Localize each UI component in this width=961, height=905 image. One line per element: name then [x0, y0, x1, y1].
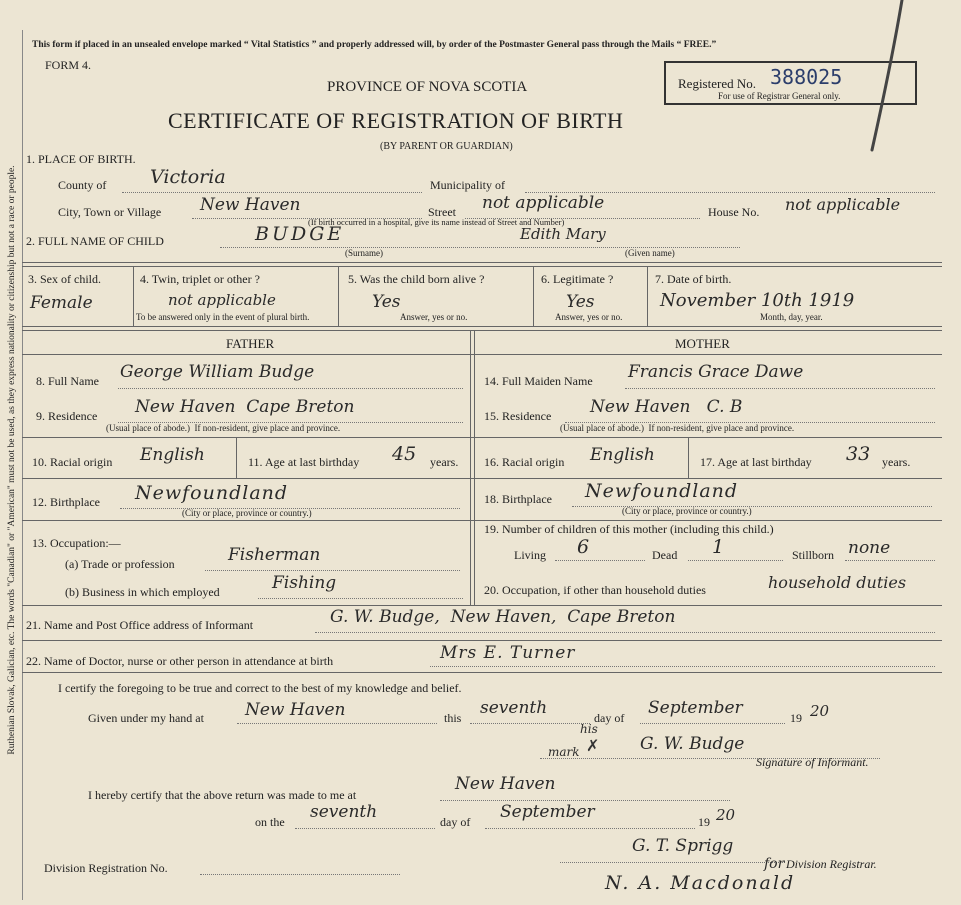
his-mark-his: his: [580, 722, 598, 736]
divider: [236, 437, 237, 478]
stillborn-value: none: [848, 538, 891, 558]
child-name-label: 2. FULL NAME OF CHILD: [26, 234, 164, 248]
this-label: this: [444, 711, 462, 725]
father-residence-label: 9. Residence: [36, 409, 98, 423]
on-the-label: on the: [255, 815, 285, 829]
certify-year-prefix: 19: [790, 711, 802, 725]
father-residence-note: (Usual place of abode.) If non-resident, give place and province.: [106, 423, 341, 433]
city-label: City, Town or Village: [58, 205, 162, 219]
child-surname: BUDGE: [255, 223, 345, 245]
mother-age-label: 17. Age at last birthday: [700, 455, 812, 469]
divider: [338, 266, 339, 326]
living-label: Living: [514, 548, 546, 562]
father-business-value: Fishing: [272, 573, 337, 593]
doctor-value: Mrs E. Turner: [440, 643, 576, 663]
division-no-label: Division Registration No.: [44, 861, 168, 875]
registered-number: 388025: [770, 65, 843, 89]
divider: [647, 266, 648, 326]
alive-label: 5. Was the child born alive ?: [348, 272, 485, 286]
mother-racial-value: English: [590, 445, 655, 465]
child-name-line: [220, 247, 740, 248]
dead-label: Dead: [652, 548, 678, 562]
divider: [22, 640, 942, 641]
mother-residence-note: (Usual place of abode.) If non-resident, give place and province.: [560, 423, 795, 433]
informant-line: [315, 632, 935, 633]
legit-label: 6. Legitimate ?: [541, 272, 614, 286]
doctor-label: 22. Name of Doctor, nurse or other person in attendance at birth: [26, 654, 334, 668]
mother-birthplace-value: Newfoundland: [585, 480, 739, 502]
dead-value: 1: [712, 536, 725, 558]
sex-label: 3. Sex of child.: [28, 272, 101, 286]
side-border: [22, 30, 23, 900]
place-of-birth-heading: 1. PLACE OF BIRTH.: [26, 152, 136, 166]
mother-age-years: years.: [882, 455, 911, 469]
division-no-line: [200, 874, 400, 875]
father-racial-label: 10. Racial origin: [32, 455, 113, 469]
father-name-label: 8. Full Name: [36, 374, 99, 388]
father-business-label: (b) Business in which employed: [65, 585, 220, 599]
date-label: 7. Date of birth.: [655, 272, 732, 286]
date-note: Month, day, year.: [760, 312, 823, 322]
divider: [22, 326, 942, 327]
divider: [22, 330, 942, 331]
father-birthplace-value: Newfoundland: [135, 482, 289, 504]
stillborn-label: Stillborn: [792, 548, 835, 562]
surname-note: (Surname): [345, 248, 383, 258]
registered-note: For use of Registrar General only.: [718, 91, 841, 101]
father-trade-label: (a) Trade or profession: [65, 557, 175, 571]
father-age-years: years.: [430, 455, 459, 469]
mother-name-line: [625, 388, 935, 389]
living-line: [555, 560, 645, 561]
father-occupation-label: 13. Occupation:—: [32, 536, 121, 550]
return-place-value: New Haven: [455, 774, 556, 794]
divider: [22, 672, 942, 673]
sex-value: Female: [30, 293, 93, 313]
divider: [533, 266, 534, 326]
registrar-month-line: [485, 828, 695, 829]
alive-note: Answer, yes or no.: [400, 312, 468, 322]
certify-day-line: [470, 723, 590, 724]
registrar-day-line: [295, 828, 435, 829]
informant-value: G. W. Budge, New Haven, Cape Breton: [330, 607, 676, 627]
certify-day-value: seventh: [480, 698, 548, 718]
informant-label: 21. Name and Post Office address of Informant: [26, 618, 254, 632]
date-value: November 10th 1919: [660, 290, 855, 311]
given-place-value: New Haven: [245, 700, 346, 720]
mother-children-label: 19. Number of children of this mother (including this child.): [484, 522, 774, 536]
mother-heading: MOTHER: [675, 336, 730, 351]
father-birthplace-note: (City or place, province or country.): [182, 508, 312, 518]
father-racial-value: English: [140, 445, 205, 465]
registrar-month-value: September: [500, 802, 595, 822]
dead-line: [688, 560, 783, 561]
mother-occupation-label: 20. Occupation, if other than household duties: [484, 583, 706, 597]
mark-cross: ✗: [586, 738, 600, 755]
mother-name-value: Francis Grace Dawe: [628, 362, 804, 382]
registrar-day-of: day of: [440, 815, 471, 829]
certify-month-line: [640, 723, 785, 724]
house-label: House No.: [708, 205, 760, 219]
given-place-line: [237, 723, 437, 724]
given-name-note: (Given name): [625, 248, 675, 258]
certify-day-of: day of: [594, 711, 625, 725]
divider: [133, 266, 134, 326]
father-business-line: [258, 598, 463, 599]
divider: [474, 330, 475, 605]
mother-residence-value: New Haven C. B: [590, 397, 743, 417]
mother-racial-label: 16. Racial origin: [484, 455, 565, 469]
form-number: FORM 4.: [45, 58, 92, 72]
deputy-signature: N. A. Macdonald: [605, 872, 796, 894]
registrar-per: for: [764, 856, 785, 872]
street-value: not applicable: [482, 193, 605, 213]
divider: [22, 437, 942, 438]
mother-birthplace-note: (City or place, province or country.): [622, 506, 752, 516]
informant-signature-label: Signature of Informant.: [756, 755, 869, 769]
father-residence-value: New Haven Cape Breton: [135, 397, 355, 417]
twin-label: 4. Twin, triplet or other ?: [140, 272, 260, 286]
twin-note: To be answered only in the event of plural birth.: [136, 312, 310, 322]
mother-name-label: 14. Full Maiden Name: [484, 374, 593, 388]
registrar-signature-line: [560, 862, 785, 863]
father-birthplace-label: 12. Birthplace: [32, 495, 100, 509]
province-heading: PROVINCE OF NOVA SCOTIA: [327, 79, 528, 95]
certify-statement: I certify the foregoing to be true and correct to the best of my knowledge and belief.: [58, 681, 462, 695]
return-label: I hereby certify that the above return was made to me at: [88, 788, 357, 802]
divider: [22, 520, 942, 521]
divider: [470, 330, 471, 605]
twin-value: not applicable: [168, 291, 276, 309]
pencil-mark: [852, 0, 912, 160]
registrar-day-value: seventh: [310, 802, 378, 822]
father-trade-line: [205, 570, 460, 571]
house-value: not applicable: [785, 195, 901, 214]
father-name-value: George William Budge: [120, 362, 315, 382]
mother-residence-label: 15. Residence: [484, 409, 552, 423]
given-under-label: Given under my hand at: [88, 711, 204, 725]
page-title: CERTIFICATE OF REGISTRATION OF BIRTH: [168, 108, 624, 133]
hospital-note: (If birth occurred in a hospital, give its name instead of Street and Number): [308, 217, 565, 227]
mother-occupation-value: household duties: [768, 573, 907, 592]
living-value: 6: [577, 536, 590, 558]
county-line: [122, 192, 422, 193]
street-label: Street: [428, 205, 456, 219]
return-place-line: [440, 800, 730, 801]
registered-label: Registered No.: [678, 76, 756, 91]
certify-month-value: September: [648, 698, 743, 718]
registrar-year-prefix: 19: [698, 815, 710, 829]
informant-signature: G. W. Budge: [640, 734, 745, 754]
legit-note: Answer, yes or no.: [555, 312, 623, 322]
father-heading: FATHER: [226, 336, 275, 351]
registrar-signature: G. T. Sprigg: [632, 836, 734, 856]
divider: [688, 437, 689, 478]
father-age-label: 11. Age at last birthday: [248, 455, 360, 469]
stillborn-line: [845, 560, 935, 561]
municipality-label: Municipality of: [430, 178, 505, 192]
mother-birthplace-label: 18. Birthplace: [484, 492, 552, 506]
county-value: Victoria: [150, 166, 226, 188]
city-value: New Haven: [200, 195, 301, 215]
doctor-line: [430, 666, 935, 667]
divider: [22, 478, 942, 479]
divider: [22, 605, 942, 606]
alive-value: Yes: [372, 292, 401, 312]
mother-age-value: 33: [846, 443, 871, 465]
child-given-name: Edith Mary: [520, 225, 606, 243]
father-age-value: 45: [392, 443, 417, 465]
certify-year-value: 20: [810, 702, 830, 720]
side-note: Ruthenian Slovak, Galician, etc. The words "Canadian" or "American" must not be used, as they express nationality or citizenship but not a race or people.: [7, 165, 17, 755]
registrar-label: Division Registrar.: [786, 857, 877, 871]
his-mark-mark: mark: [548, 745, 580, 759]
divider: [22, 266, 942, 267]
mail-note: This form if placed in an unsealed envelope marked “ Vital Statistics ” and properly addressed will, by order of the Postmaster General pass through the Mails “ FREE.”: [32, 40, 717, 50]
page-subtitle: (BY PARENT OR GUARDIAN): [380, 141, 513, 152]
divider: [22, 354, 942, 355]
father-name-line: [118, 388, 463, 389]
county-label: County of: [58, 178, 107, 192]
divider: [22, 262, 942, 263]
legit-value: Yes: [566, 292, 595, 312]
father-trade-value: Fisherman: [228, 545, 321, 565]
registrar-year-value: 20: [716, 806, 736, 824]
